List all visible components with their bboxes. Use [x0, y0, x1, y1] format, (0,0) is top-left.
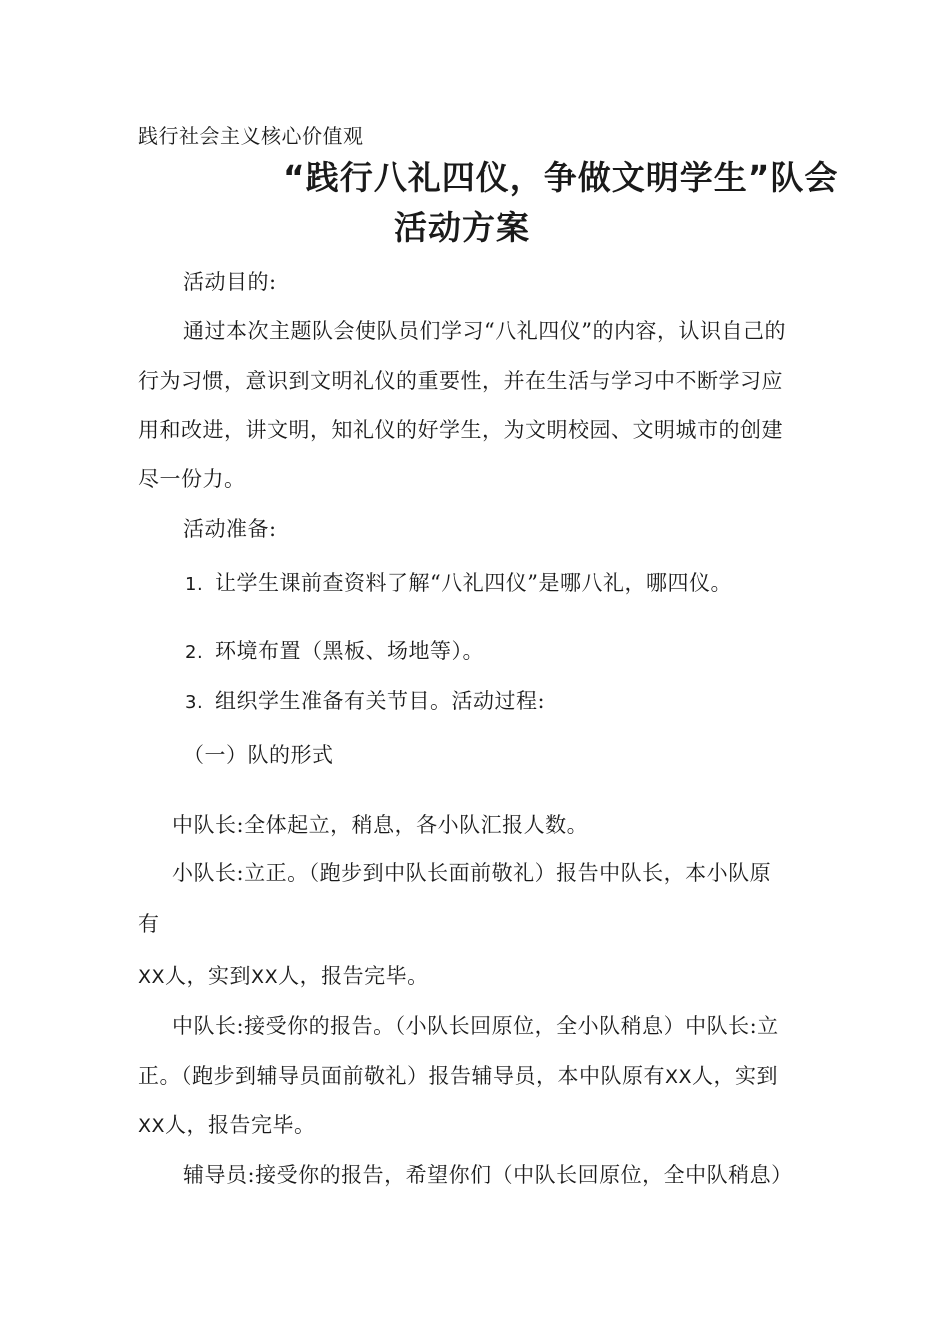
prep-item-number: 1.	[185, 574, 204, 595]
prep-item-3	[185, 686, 545, 718]
dialogue-text: 人，实到	[165, 964, 252, 988]
purpose-heading: 活动目的:	[183, 270, 277, 294]
header-note: 践行社会主义核心价值观	[138, 124, 364, 148]
prep-item-text: 让学生课前查资料了解“八礼四仪”是哪八礼，哪四仪。	[215, 571, 732, 595]
placeholder-xx: XX	[665, 1066, 693, 1088]
dialogue-text: 正。（跑步到辅导员面前敬礼）报告辅导员，本中队原有	[138, 1064, 665, 1088]
prep-item-text: 组织学生准备有关节目。活动过程:	[215, 689, 546, 713]
placeholder-xx: XX	[251, 966, 279, 988]
purpose-line-2: 行为习惯，意识到文明礼仪的重要性，并在生活与学习中不断学习应	[138, 369, 783, 393]
dialogue-text: 人，实到	[692, 1064, 779, 1088]
prep-heading: 活动准备:	[183, 517, 277, 541]
dialogue-line-1: 中队长:全体起立，稍息，各小队汇报人数。	[172, 813, 589, 837]
dialogue-line-3: 有	[138, 912, 160, 936]
placeholder-xx: XX	[138, 966, 166, 988]
dialogue-line-2: 小队长:立正。（跑步到中队长面前敬礼）报告中队长，本小队原	[172, 861, 772, 885]
document-title-line-1: “践行八礼四仪，争做文明学生”队会	[283, 158, 839, 197]
dialogue-line-8: 辅导员:接受你的报告，希望你们（中队长回原位，全中队稍息）	[183, 1163, 793, 1187]
prep-item-number: 3.	[185, 692, 204, 713]
purpose-line-3: 用和改进，讲文明，知礼仪的好学生，为文明校园、文明城市的创建	[138, 418, 783, 442]
dialogue-line-6	[138, 1061, 778, 1092]
section-1-heading: （一）队的形式	[183, 743, 334, 767]
dialogue-line-4	[138, 961, 429, 992]
document-title-line-2: 活动方案	[394, 208, 530, 247]
prep-item-text: 环境布置（黑板、场地等）。	[215, 639, 484, 663]
prep-item-2	[185, 636, 484, 668]
dialogue-text: 人，报告完毕。	[278, 964, 429, 988]
purpose-line-1: 通过本次主题队会使队员们学习“八礼四仪”的内容，认识自己的	[183, 319, 786, 343]
placeholder-xx: XX	[138, 1115, 166, 1137]
purpose-line-4: 尽一份力。	[138, 467, 246, 491]
prep-item-number: 2.	[185, 642, 204, 663]
dialogue-line-5: 中队长:接受你的报告。（小队长回原位，全小队稍息）中队长:立	[172, 1014, 779, 1038]
dialogue-text: 人，报告完毕。	[165, 1113, 316, 1137]
prep-item-1	[185, 568, 732, 600]
dialogue-line-7	[138, 1110, 316, 1141]
